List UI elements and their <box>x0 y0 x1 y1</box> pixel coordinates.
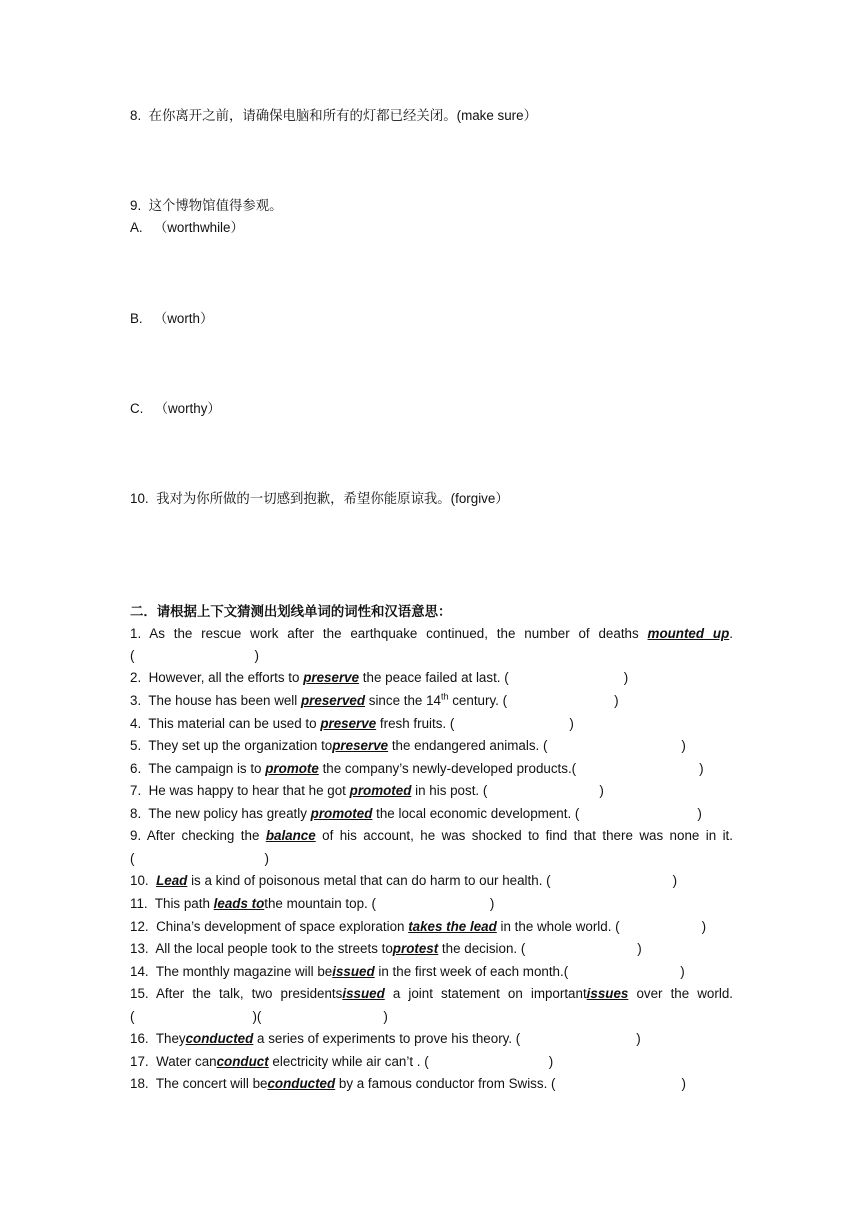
underlined-word: preserved <box>301 693 366 708</box>
underlined-word: Lead <box>156 873 188 888</box>
question-number: 8. <box>130 108 142 123</box>
vocab-item-11: 11. This path leads tothe mountain top. ( ) <box>130 896 495 911</box>
answer-blank[interactable]: ( ) <box>130 851 269 866</box>
question-text: 我对为你所做的一切感到抱歉，希望你能原谅我。(forgive） <box>156 491 509 506</box>
underlined-word: preserve <box>303 670 360 685</box>
question-9-option-c <box>130 400 221 418</box>
option-hint: （worth） <box>153 311 214 326</box>
vocab-item-12: 12. China’s development of space exploration takes the lead in the whole world. ( ) <box>130 919 707 934</box>
answer-blank[interactable]: ( ) <box>130 648 259 663</box>
underlined-word: issued <box>332 964 375 979</box>
vocab-item-15: 15. After the talk, two presidentsissued a joint statement on importantissues over the world. <box>130 986 733 1001</box>
underlined-word: issues <box>586 986 629 1001</box>
vocab-item-1: 1. As the rescue work after the earthquake continued, the number of deaths mounted up. <box>130 626 733 641</box>
underlined-word: conducted <box>267 1076 336 1091</box>
question-number: 9. <box>130 198 142 213</box>
vocab-item-6: 6. The campaign is to promote the company’s newly-developed products.( ) <box>130 761 704 776</box>
underlined-word: balance <box>265 828 316 843</box>
vocab-item-3: 3. The house has been well preserved since the 14th century. ( ) <box>130 691 619 708</box>
vocab-item-5: 5. They set up the organization topreserve the endangered animals. ( ) <box>130 738 686 753</box>
underlined-word: conducted <box>185 1031 254 1046</box>
question-number: 10. <box>130 491 149 506</box>
vocab-item-14: 14. The monthly magazine will beissued in the first week of each month.( ) <box>130 964 685 979</box>
vocab-item-9: 9. After checking the balance of his account, he was shocked to find that there was none in it. <box>130 828 733 843</box>
underlined-word: conduct <box>216 1054 269 1069</box>
vocab-item-7: 7. He was happy to hear that he got promoted in his post. ( ) <box>130 783 604 798</box>
underlined-word: preserve <box>332 738 389 753</box>
option-letter: C. <box>130 401 144 416</box>
vocab-item-4: 4. This material can be used to preserve fresh fruits. ( ) <box>130 716 574 731</box>
vocab-item-16: 16. Theyconducted a series of experiments to prove his theory. ( ) <box>130 1031 641 1046</box>
underlined-word: issued <box>342 986 385 1001</box>
underlined-word: takes the lead <box>408 919 497 934</box>
vocab-item-13: 13. All the local people took to the streets toprotest the decision. ( ) <box>130 941 642 956</box>
underlined-word: promoted <box>349 783 412 798</box>
underlined-word: promote <box>265 761 319 776</box>
question-8 <box>130 107 537 125</box>
vocab-item-2: 2. However, all the efforts to preserve the peace failed at last. ( ) <box>130 670 629 685</box>
question-10 <box>130 490 509 508</box>
vocab-item-18: 18. The concert will beconducted by a famous conductor from Swiss. ( ) <box>130 1076 686 1091</box>
option-letter: A. <box>130 220 143 235</box>
option-hint: （worthy） <box>154 401 221 416</box>
option-hint: （worthwhile） <box>153 220 244 235</box>
vocab-item-17: 17. Water canconduct electricity while air can’t . ( ) <box>130 1054 554 1069</box>
question-text: 在你离开之前，请确保电脑和所有的灯都已经关闭。(make sure） <box>148 108 537 123</box>
question-9-option-b <box>130 310 213 328</box>
underlined-word: protest <box>392 941 439 956</box>
section-heading: 二．请根据上下文猜测出划线单词的词性和汉语意思： <box>130 604 452 619</box>
question-text: 这个博物馆值得参观。 <box>148 198 283 213</box>
question-9-option-a <box>130 219 244 237</box>
answer-blank[interactable]: ( )( ) <box>130 1009 388 1024</box>
underlined-word: mounted up <box>647 626 730 641</box>
underlined-word: promoted <box>310 806 373 821</box>
underlined-word: preserve <box>320 716 377 731</box>
option-letter: B. <box>130 311 143 326</box>
vocab-item-8: 8. The new policy has greatly promoted the local economic development. ( ) <box>130 806 702 821</box>
underlined-word: leads to <box>213 896 265 911</box>
question-9 <box>130 197 283 215</box>
vocab-item-10: 10. Lead is a kind of poisonous metal that can do harm to our health. ( ) <box>130 873 678 888</box>
